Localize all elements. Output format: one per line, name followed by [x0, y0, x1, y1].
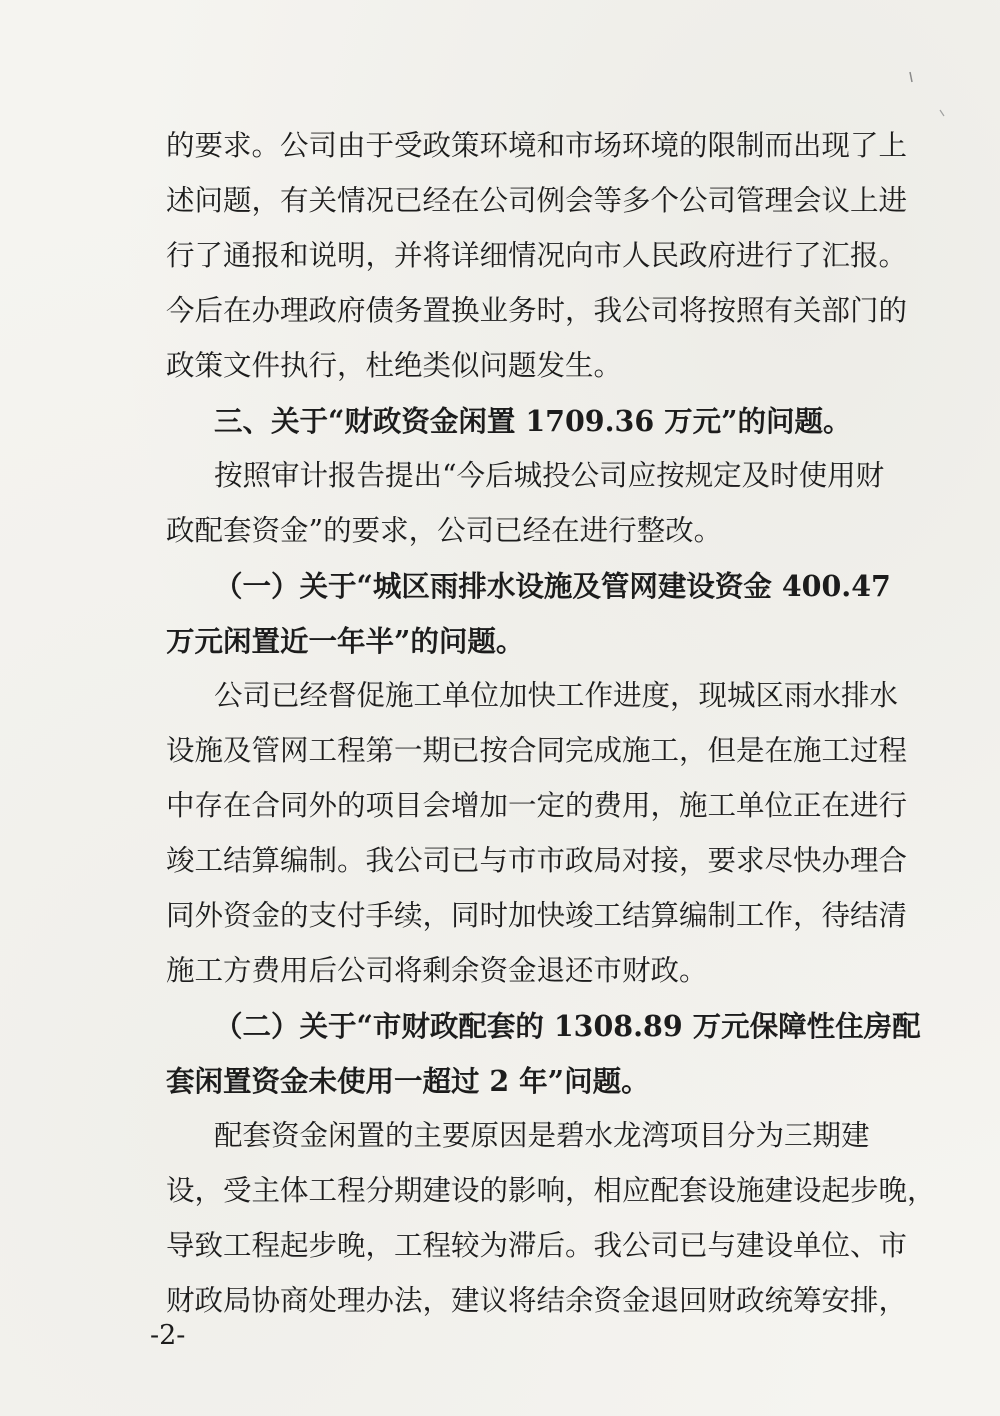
body-line: 施工方费用后公司将剩余资金退还市财政。 [166, 954, 708, 987]
body-line: 的要求。公司由于受政策环境和市场环境的限制而出现了上 [166, 129, 908, 162]
body-line: 政策文件执行，杜绝类似问题发生。 [166, 349, 623, 382]
body-line: 财政局协商处理办法，建议将结余资金退回财政统筹安排， [166, 1284, 908, 1317]
body-line: 设，受主体工程分期建设的影响，相应配套设施建设起步晚， [166, 1174, 936, 1207]
body-line: 按照审计报告提出“今后城投公司应按规定及时使用财 [214, 459, 885, 492]
body-line: 竣工结算编制。我公司已与市市政局对接，要求尽快办理合 [166, 844, 908, 877]
body-line: 政配套资金”的要求，公司已经在进行整改。 [166, 514, 723, 547]
body-line: 行了通报和说明，并将详细情况向市人民政府进行了汇报。 [166, 239, 908, 272]
body-line: 公司已经督促施工单位加快工作进度，现城区雨水排水 [214, 679, 899, 712]
body-line: 导致工程起步晚，工程较为滞后。我公司已与建设单位、市 [166, 1229, 908, 1262]
body-line: 中存在合同外的项目会增加一定的费用，施工单位正在进行 [166, 789, 908, 822]
body-line: 同外资金的支付手续，同时加快竣工结算编制工作，待结清 [166, 899, 908, 932]
scan-speck-icon [900, 60, 960, 130]
subsection-heading-2-cont: 套闲置资金未使用一超过 2 年”问题。 [166, 1064, 650, 1098]
page-number: -2- [150, 1320, 186, 1351]
subsection-heading-1: （一）关于“城区雨排水设施及管网建设资金 400.47 [214, 569, 891, 603]
section-heading-3: 三、关于“财政资金闲置 1709.36 万元”的问题。 [214, 404, 852, 438]
subsection-heading-1-cont: 万元闲置近一年半”的问题。 [166, 624, 525, 658]
body-line: 今后在办理政府债务置换业务时，我公司将按照有关部门的 [166, 294, 908, 327]
body-line: 设施及管网工程第一期已按合同完成施工，但是在施工过程 [166, 734, 908, 767]
body-line: 配套资金闲置的主要原因是碧水龙湾项目分为三期建 [214, 1119, 870, 1152]
subsection-heading-2: （二）关于“市财政配套的 1308.89 万元保障性住房配 [214, 1009, 921, 1043]
body-line: 述问题，有关情况已经在公司例会等多个公司管理会议上进 [166, 184, 908, 217]
